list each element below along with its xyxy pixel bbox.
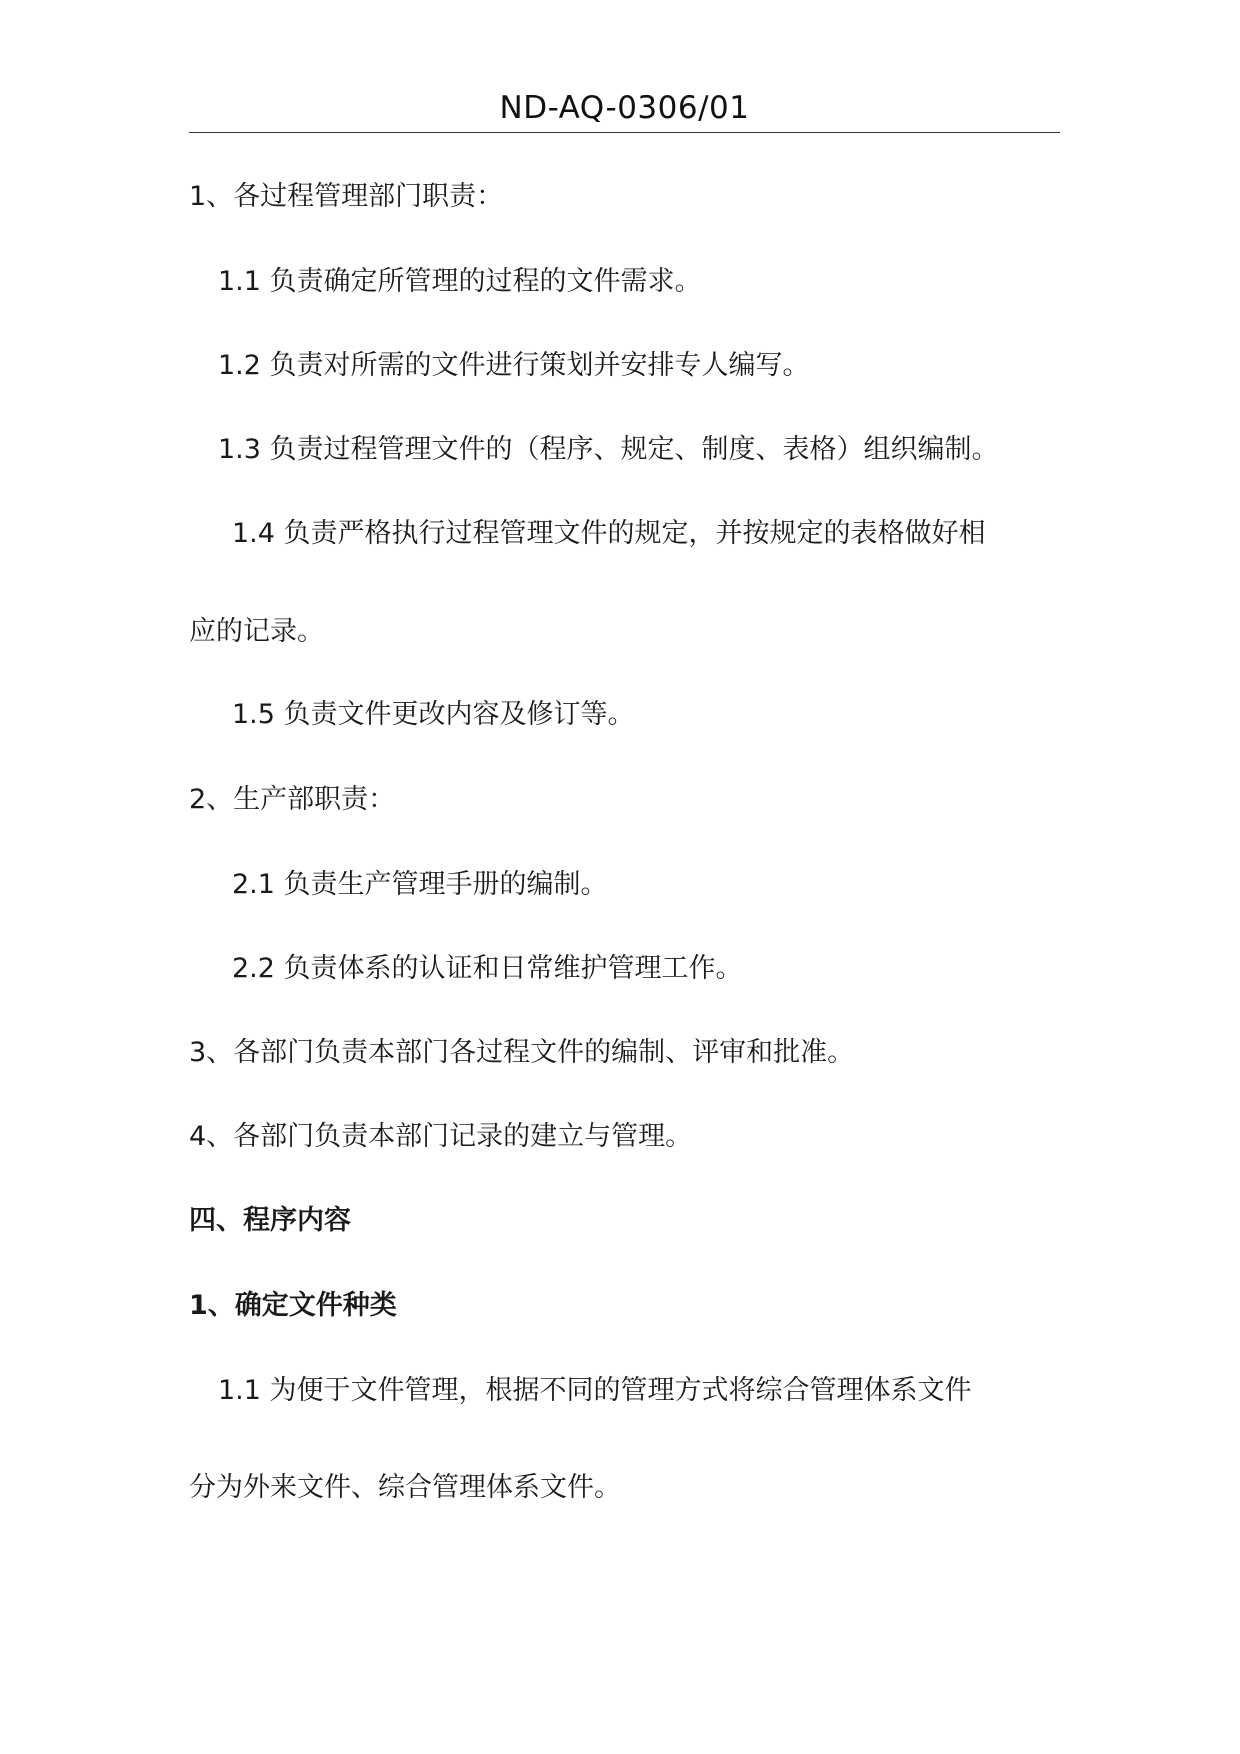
list-item-1-4-continued: 应的记录。 [189,616,324,647]
list-item-1-1: 1.1 负责确定所管理的过程的文件需求。 [218,266,702,297]
list-item-1-4: 1.4 负责严格执行过程管理文件的规定，并按规定的表格做好相 [232,518,986,549]
list-item-2-1: 2.1 负责生产管理手册的编制。 [232,869,608,900]
list-item-1-2: 1.2 负责对所需的文件进行策划并安排专人编写。 [218,350,810,381]
list-item-4: 4、各部门负责本部门记录的建立与管理。 [189,1121,693,1152]
section-heading-production-dept: 2、生产部职责： [189,784,396,815]
list-item-3: 3、各部门负责本部门各过程文件的编制、评审和批准。 [189,1037,855,1068]
chapter-heading-procedure-content: 四、程序内容 [189,1205,351,1236]
list-item-2-2: 2.2 负责体系的认证和日常维护管理工作。 [232,953,743,984]
header-divider [189,132,1060,133]
list-item-file-1-1-continued: 分为外来文件、综合管理体系文件。 [189,1472,621,1503]
list-item-1-3: 1.3 负责过程管理文件的（程序、规定、制度、表格）组织编制。 [218,434,999,465]
section-heading-determine-file-types: 1、确定文件种类 [189,1290,397,1321]
list-item-file-1-1: 1.1 为便于文件管理，根据不同的管理方式将综合管理体系文件 [218,1375,972,1406]
document-code-header: ND-AQ-0306/01 [499,90,750,126]
list-item-1-5: 1.5 负责文件更改内容及修订等。 [232,699,635,730]
section-heading-process-departments: 1、各过程管理部门职责： [189,181,504,212]
